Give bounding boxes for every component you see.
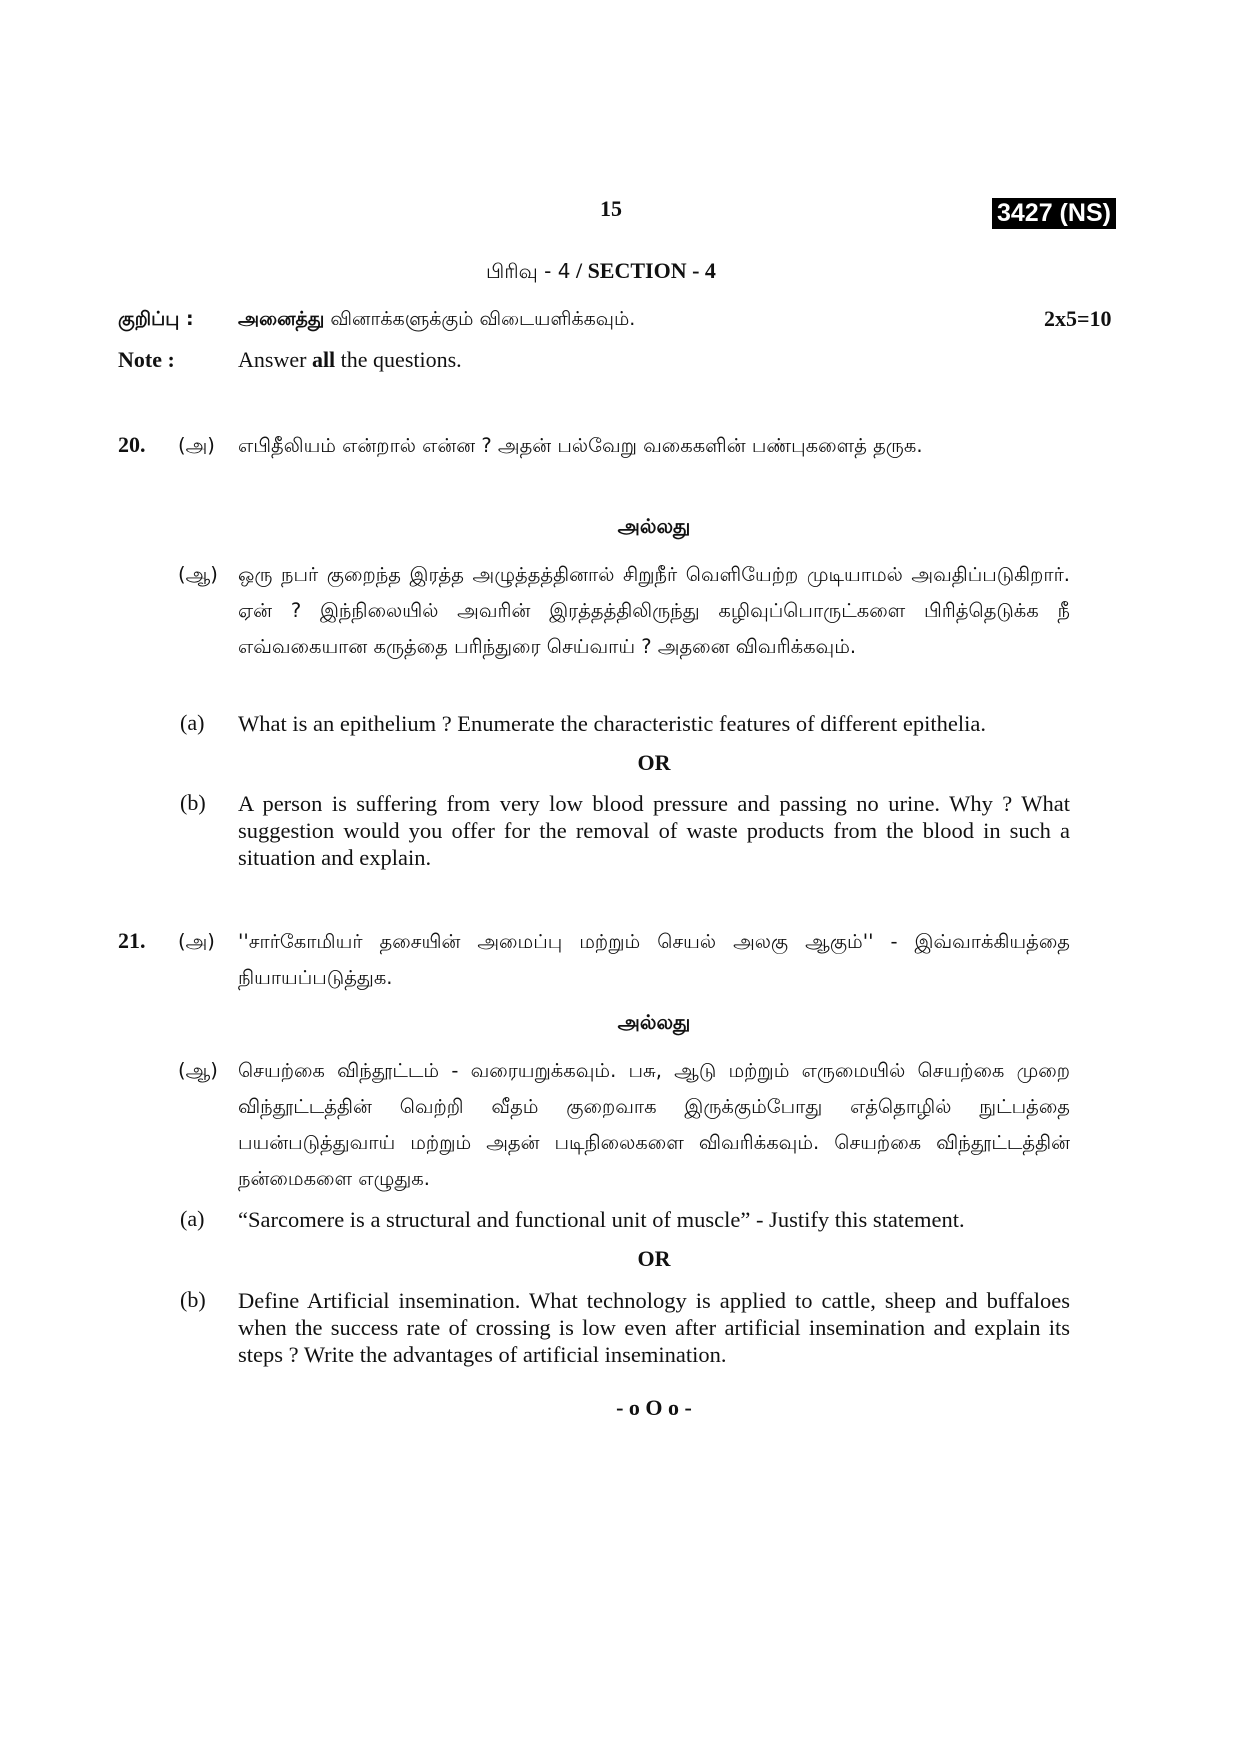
- page-number: 15: [600, 196, 622, 221]
- section-title-tamil: பிரிவு - 4: [486, 259, 571, 283]
- note-label-tamil: குறிப்பு :: [118, 308, 194, 330]
- english-option-b-label: (b): [180, 790, 206, 815]
- english-option-a-text: “Sarcomere is a structural and functional unit of muscle” - Justify this statement.: [238, 1207, 965, 1232]
- tamil-option-a-label: (அ): [178, 930, 215, 953]
- note-english-bold: all: [311, 347, 336, 372]
- english-or: OR: [637, 750, 671, 775]
- tamil-option-b-label: (ஆ): [178, 1059, 218, 1082]
- tamil-or: அல்லது: [617, 514, 691, 538]
- marks-label: 2x5=10: [1044, 306, 1112, 331]
- tamil-option-a-text: எபிதீலியம் என்றால் என்ன ? அதன் பல்வேறு வகைகளின் பண்புகளைத் தருக.: [238, 434, 923, 457]
- english-option-b-label: (b): [180, 1287, 206, 1312]
- end-mark: - o O o -: [616, 1395, 692, 1420]
- english-option-a-text: What is an epithelium ? Enumerate the characteristic features of different epithelia.: [238, 711, 986, 736]
- note-label-english: Note :: [118, 347, 175, 372]
- question-number: 20.: [118, 432, 146, 457]
- english-or: OR: [637, 1246, 671, 1271]
- section-title-english: SECTION - 4: [587, 258, 716, 283]
- note-english-post: the questions.: [335, 347, 462, 372]
- english-option-a-label: (a): [180, 1206, 205, 1231]
- english-option-b-text: A person is suffering from very low blood pressure and passing no urine. Why ? What suggestion would you offer for the removal of waste products from the blood in such a situation and explain.: [238, 791, 1070, 870]
- note-text-tamil: [238, 305, 635, 333]
- paper-code-badge: 3427 (NS): [992, 198, 1116, 229]
- english-option-b-text: Define Artificial insemination. What technology is applied to cattle, sheep and buffaloes when the success rate of crossing is low even after artificial insemination and explain its steps ? Write the advantages of artificial insemination.: [238, 1288, 1070, 1367]
- section-title-separator: /: [570, 258, 588, 283]
- tamil-option-b-text: செயற்கை விந்தூட்டம் - வரையறுக்கவும். பசு, ஆடு மற்றும் எருமையில் செயற்கை முறை விந்தூட்டத்தின் வெற்றி வீதம் குறைவாக இருக்கும்போது எத்தொழில் நுட்பத்தை பயன்படுத்துவாய் மற்றும் அதன் படிநிலைகளை விவரிக்கவும். செயற்கை விந்தூட்டத்தின் நன்மைகளை எழுதுக.: [238, 1059, 1070, 1190]
- tamil-option-b-text: ஒரு நபர் குறைந்த இரத்த அழுத்தத்தினால் சிறுநீர் வெளியேற்ற முடியாமல் அவதிப்படுகிறார். ஏன் ? இந்நிலையில் அவரின் இரத்தத்திலிருந்து கழிவுப்பொருட்களை பிரித்தெடுக்க நீ எவ்வகையான கருத்தை பரிந்துரை செய்வாய் ? அதனை விவரிக்கவும்.: [238, 563, 1070, 658]
- note-tamil-rest: வினாக்களுக்கும் விடையளிக்கவும்.: [324, 308, 636, 330]
- tamil-option-a-text: ''சார்கோமியர் தசையின் அமைப்பு மற்றும் செயல் அலகு ஆகும்'' - இவ்வாக்கியத்தை நியாயப்படுத்துக.: [238, 930, 1070, 989]
- tamil-option-b-label: (ஆ): [178, 563, 218, 586]
- section-title: [486, 258, 716, 286]
- tamil-option-a-label: (அ): [178, 434, 215, 457]
- tamil-or: அல்லது: [617, 1010, 691, 1034]
- question-number: 21.: [118, 928, 146, 953]
- note-english-pre: Answer: [238, 347, 312, 372]
- note-tamil-bold: அனைத்து: [238, 308, 325, 330]
- english-option-a-label: (a): [180, 710, 205, 735]
- note-text-english: [238, 346, 462, 374]
